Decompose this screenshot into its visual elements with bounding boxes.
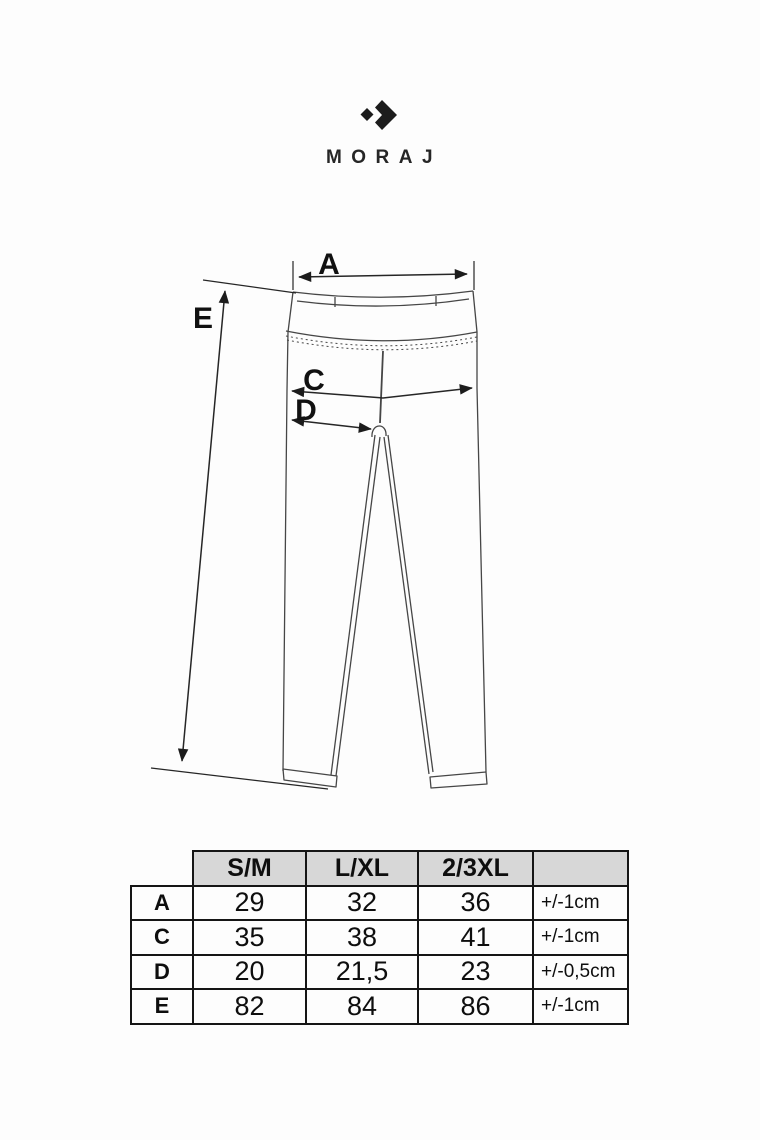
center-seam bbox=[380, 351, 383, 423]
logo-diamond-icon bbox=[361, 108, 374, 121]
size-header-2-3xl: 2/3XL bbox=[418, 851, 533, 886]
row-a-value-lxl: 32 bbox=[306, 886, 418, 921]
size-table-header-row bbox=[131, 851, 628, 886]
row-e-value-2-3xl: 86 bbox=[418, 989, 533, 1024]
row-c-value-sm: 35 bbox=[193, 920, 306, 955]
row-c-value-lxl: 38 bbox=[306, 920, 418, 955]
row-a-value-2-3xl: 36 bbox=[418, 886, 533, 921]
row-e-label: E bbox=[131, 989, 193, 1024]
size-header-sm: S/M bbox=[193, 851, 306, 886]
row-d-value-sm: 20 bbox=[193, 955, 306, 990]
right-inseam-inner bbox=[384, 437, 429, 774]
waistband-seam-solid bbox=[286, 331, 477, 341]
size-header-lxl: L/XL bbox=[306, 851, 418, 886]
row-c-tolerance: +/-1cm bbox=[533, 920, 628, 955]
table-row-c bbox=[131, 920, 628, 955]
moraj-logo bbox=[326, 100, 442, 168]
row-c-label: C bbox=[131, 920, 193, 955]
row-e-value-sm: 82 bbox=[193, 989, 306, 1024]
dim-e-ext-top bbox=[203, 280, 296, 293]
row-c-value-2-3xl: 41 bbox=[418, 920, 533, 955]
row-e-value-lxl: 84 bbox=[306, 989, 418, 1024]
brand-wordmark: MORAJ bbox=[325, 147, 443, 168]
dim-label-d: D bbox=[295, 394, 317, 427]
row-e-tolerance: +/-1cm bbox=[533, 989, 628, 1024]
size-table bbox=[130, 850, 629, 1025]
table-row-a bbox=[131, 886, 628, 921]
row-d-value-lxl: 21,5 bbox=[306, 955, 418, 990]
row-d-label: D bbox=[131, 955, 193, 990]
header-blank-cell bbox=[131, 851, 193, 886]
dimension-arrow-e bbox=[182, 291, 225, 761]
table-row-d bbox=[131, 955, 628, 990]
right-hem-band bbox=[430, 772, 487, 788]
dim-label-a: A bbox=[318, 248, 340, 281]
crotch-loop bbox=[372, 426, 386, 437]
logo-chevron-icon bbox=[375, 100, 397, 130]
row-a-tolerance: +/-1cm bbox=[533, 886, 628, 921]
row-d-tolerance: +/-0,5cm bbox=[533, 955, 628, 990]
table-row-e bbox=[131, 989, 628, 1024]
row-d-value-2-3xl: 23 bbox=[418, 955, 533, 990]
dim-label-e: E bbox=[192, 302, 214, 335]
row-a-label: A bbox=[131, 886, 193, 921]
garment-left-edge bbox=[283, 292, 293, 771]
waistband-inner-line bbox=[297, 299, 469, 306]
waistband-seam-stitch-2 bbox=[287, 340, 477, 350]
left-inseam-inner bbox=[336, 437, 380, 776]
left-inseam-outer bbox=[331, 435, 375, 775]
row-a-value-sm: 29 bbox=[193, 886, 306, 921]
garment-right-edge bbox=[473, 291, 486, 772]
waistband-top-edge bbox=[293, 291, 473, 297]
dim-label-c: C bbox=[303, 364, 325, 397]
size-header-tolerance bbox=[533, 851, 628, 886]
right-inseam-outer bbox=[388, 435, 433, 772]
